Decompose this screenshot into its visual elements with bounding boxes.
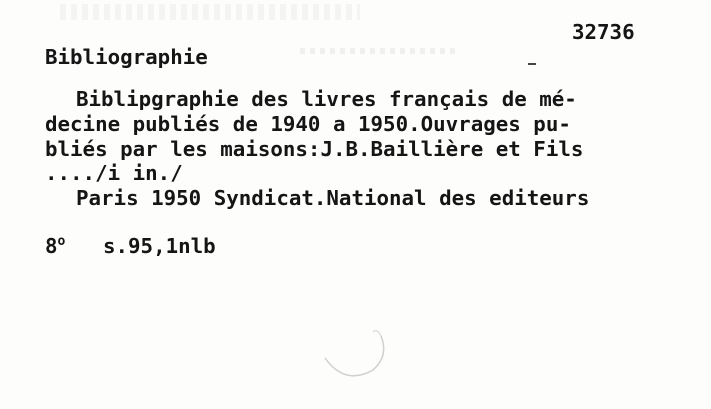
title-line-4: ..../i in./ <box>45 161 183 185</box>
title-line-2: decine publiés de 1940 a 1950.Ouvrages pu- <box>45 112 571 136</box>
faint-pencil-mark <box>315 318 395 388</box>
title-line-1: Biblipgraphie des livres français de mé- <box>76 87 577 111</box>
format-octavo <box>45 234 65 258</box>
reverse-bleed-through <box>60 4 360 20</box>
title-line-3: bliés par les maisons:J.B.Baillière et Fils <box>45 137 584 161</box>
format-number: 8 <box>45 234 58 258</box>
imprint-line: Paris 1950 Syndicat.National des editeurs <box>76 186 590 210</box>
subject-heading: Bibliographie <box>45 45 208 69</box>
card-number: 32736 <box>572 20 635 44</box>
format-degree: o <box>57 234 66 249</box>
collation: s.95,1nlb <box>103 234 216 258</box>
typewriter-mark <box>528 63 536 65</box>
reverse-bleed-through-2 <box>300 48 460 54</box>
